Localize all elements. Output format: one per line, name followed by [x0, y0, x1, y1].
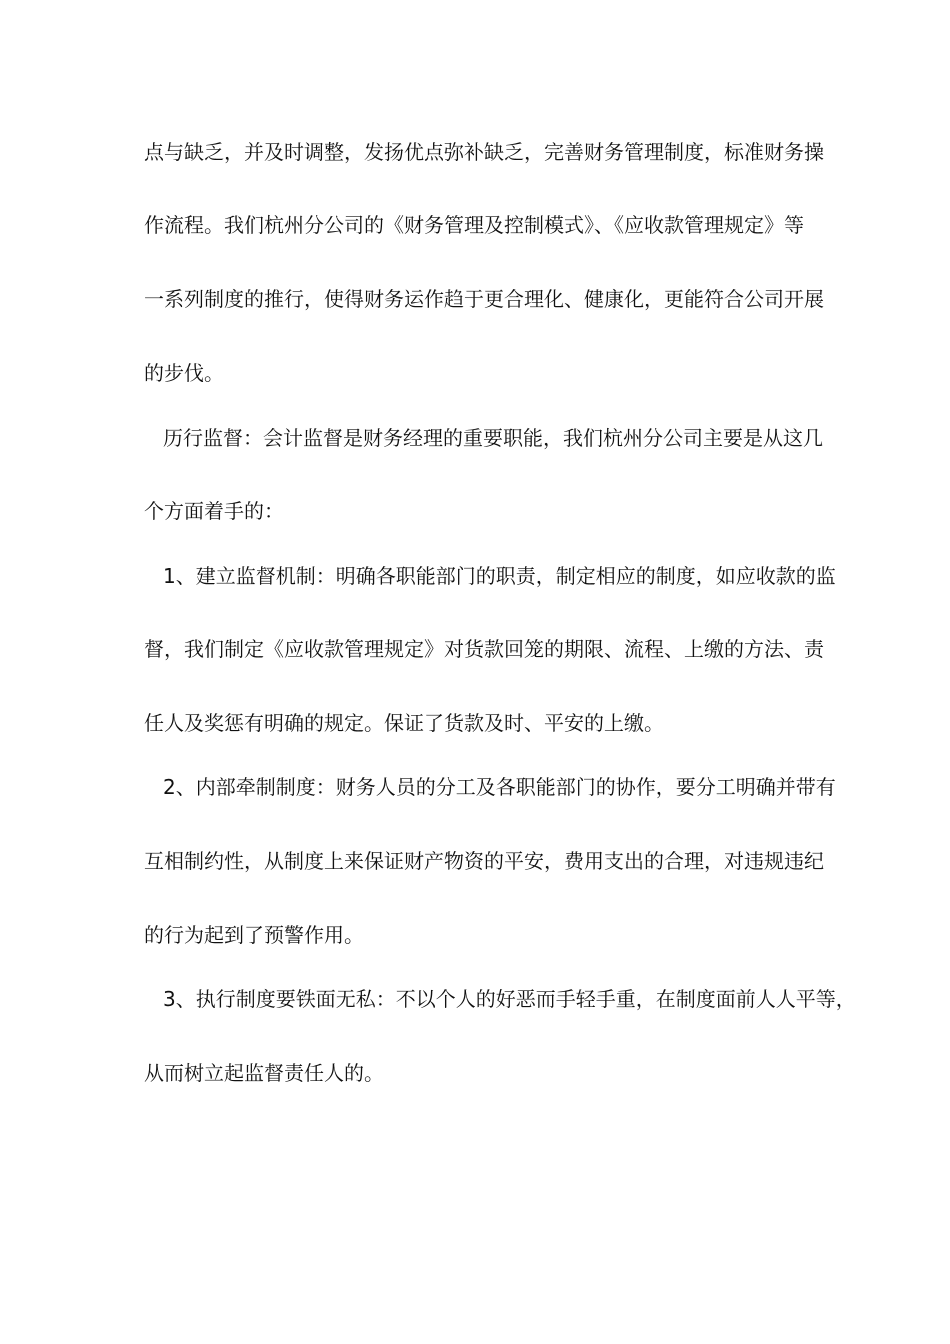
body-text-line: 任人及奖惩有明确的规定。保证了货款及时、平安的上缴。	[144, 711, 664, 735]
body-text-line: 从而树立起监督责任人的。	[144, 1061, 384, 1085]
body-text-line: 点与缺乏，并及时调整，发扬优点弥补缺乏，完善财务管理制度，标准财务操	[144, 140, 824, 164]
body-text-line: 个方面着手的：	[144, 499, 284, 523]
list-item-3-line: 3、执行制度要铁面无私：不以个人的好恶而手轻手重，在制度面前人人平等，	[163, 987, 856, 1011]
body-text-line: 一系列制度的推行，使得财务运作趋于更合理化、健康化，更能符合公司开展	[144, 287, 824, 311]
list-item-1-line: 1、建立监督机制：明确各职能部门的职责，制定相应的制度，如应收款的监	[163, 564, 836, 588]
body-text-line: 督，我们制定《应收款管理规定》对货款回笼的期限、流程、上缴的方法、责	[144, 637, 824, 661]
body-text-line: 作流程。我们杭州分公司的《财务管理及控制模式》、《应收款管理规定》等	[144, 213, 804, 237]
list-item-2-line: 2、内部牵制制度：财务人员的分工及各职能部门的协作，要分工明确并带有	[163, 775, 836, 799]
body-text-line: 的步伐。	[144, 361, 224, 385]
paragraph-first-line: 历行监督：会计监督是财务经理的重要职能，我们杭州分公司主要是从这几	[163, 426, 823, 450]
body-text-line: 互相制约性，从制度上来保证财产物资的平安，费用支出的合理，对违规违纪	[144, 849, 824, 873]
body-text-line: 的行为起到了预警作用。	[144, 923, 364, 947]
